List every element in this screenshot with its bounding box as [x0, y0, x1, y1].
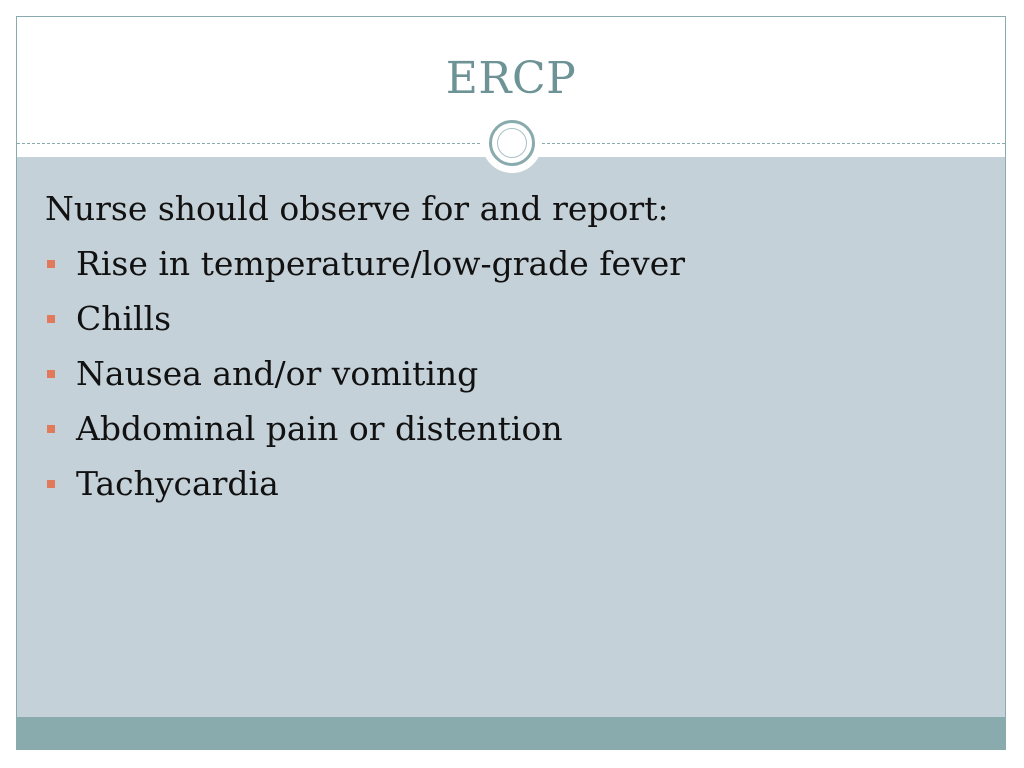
slide-title: ERCP: [445, 53, 577, 104]
list-item-text: Chills: [76, 299, 172, 338]
list-item: [45, 456, 985, 511]
ornament-ring-inner: [497, 128, 527, 158]
list-item-text: Rise in temperature/low-grade fever: [76, 244, 686, 283]
square-bullet-icon: [47, 370, 55, 378]
square-bullet-icon: [47, 480, 55, 488]
square-bullet-icon: [47, 425, 55, 433]
ornament-ring: [489, 120, 535, 166]
list-item-text: Tachycardia: [76, 464, 279, 503]
list-item: [45, 291, 985, 346]
circle-ornament-icon: [482, 113, 542, 173]
list-item-text: Nausea and/or vomiting: [76, 354, 479, 393]
content-area: [17, 157, 1005, 717]
list-item: [45, 346, 985, 401]
square-bullet-icon: [47, 260, 55, 268]
intro-text: Nurse should observe for and report:: [45, 189, 669, 228]
slide: [16, 16, 1006, 750]
list-item: [45, 401, 985, 456]
square-bullet-icon: [47, 315, 55, 323]
bullet-list: [45, 236, 985, 511]
body-text: [45, 181, 985, 511]
footer-band: [17, 717, 1005, 750]
list-item: [45, 236, 985, 291]
list-item-text: Abdominal pain or distention: [76, 409, 563, 448]
